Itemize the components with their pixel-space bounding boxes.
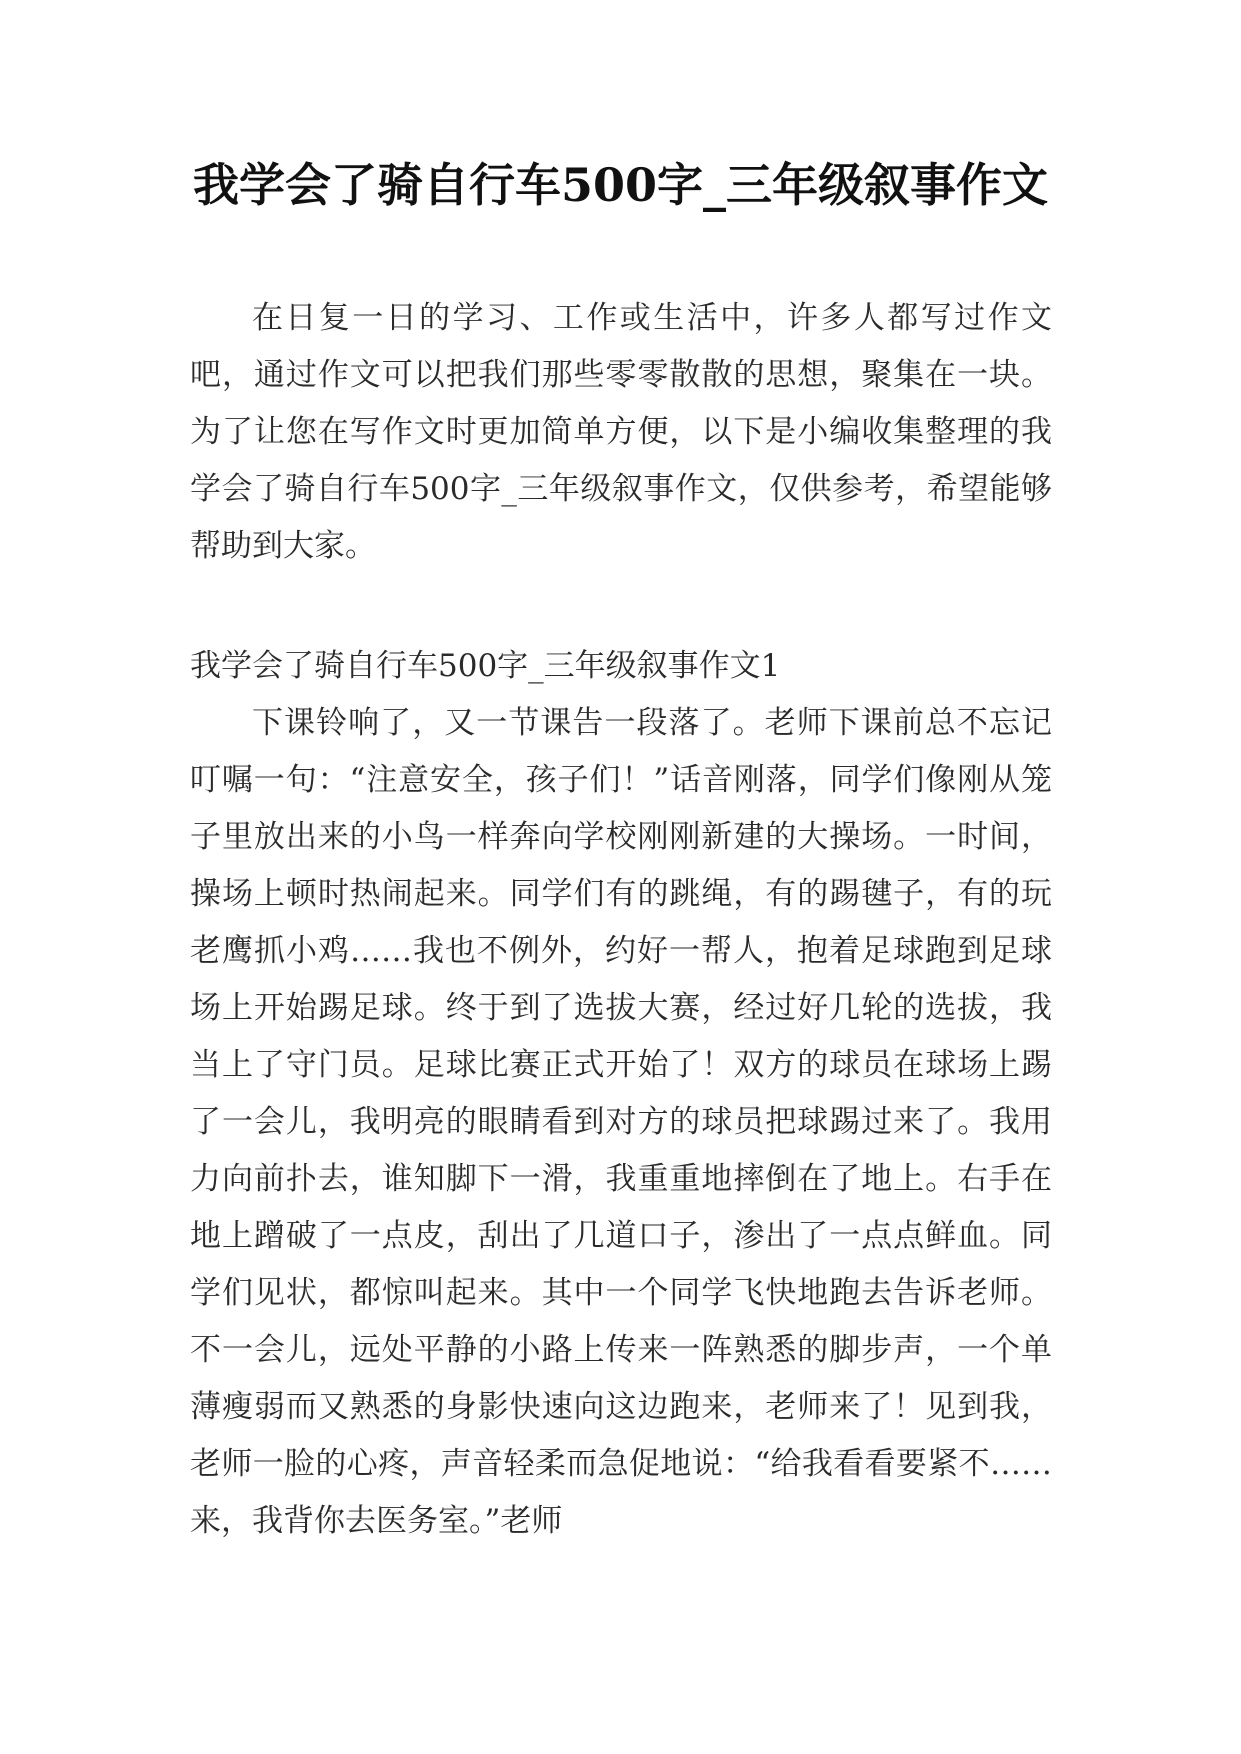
intro-paragraph: 在日复一日的学习、工作或生活中，许多人都写过作文吧，通过作文可以把我们那些零零散散的思想，聚集在一块。为了让您在写作文时更加简单方便，以下是小编收集整理的我学会了骑自行车500字_三年级叙事作文，仅供参考，希望能够帮助到大家。 [190,300,1052,564]
document-title: 我学会了骑自行车500字_三年级叙事作文 [192,158,1049,212]
essay-section [190,695,1052,1550]
section-heading: 我学会了骑自行车500字_三年级叙事作文1 [190,648,781,684]
intro-section [190,290,1052,575]
essay-paragraph: 下课铃响了，又一节课告一段落了。老师下课前总不忘记叮嘱一句：“注意安全，孩子们！”话音刚落，同学们像刚从笼子里放出来的小鸟一样奔向学校刚刚新建的大操场。一时间，操场上顿时热闹起来。同学们有的跳绳，有的踢毽子，有的玩老鹰抓小鸡……我也不例外，约好一帮人，抱着足球跑到足球场上开始踢足球。终于到了选拔大赛，经过好几轮的选拔，我当上了守门员。足球比赛正式开始了！双方的球员在球场上踢了一会儿，我明亮的眼睛看到对方的球员把球踢过来了。我用力向前扑去，谁知脚下一滑，我重重地摔倒在了地上。右手在地上蹭破了一点皮，刮出了几道口子，渗出了一点点鲜血。同学们见状，都惊叫起来。其中一个同学飞快地跑去告诉老师。不一会儿，远处平静的小路上传来一阵熟悉的脚步声，一个单薄瘦弱而又熟悉的身影快速向这边跑来，老师来了！见到我，老师一脸的心疼，声音轻柔而急促地说：“给我看看要紧不……来，我背你去医务室。”老师 [190,705,1052,1539]
